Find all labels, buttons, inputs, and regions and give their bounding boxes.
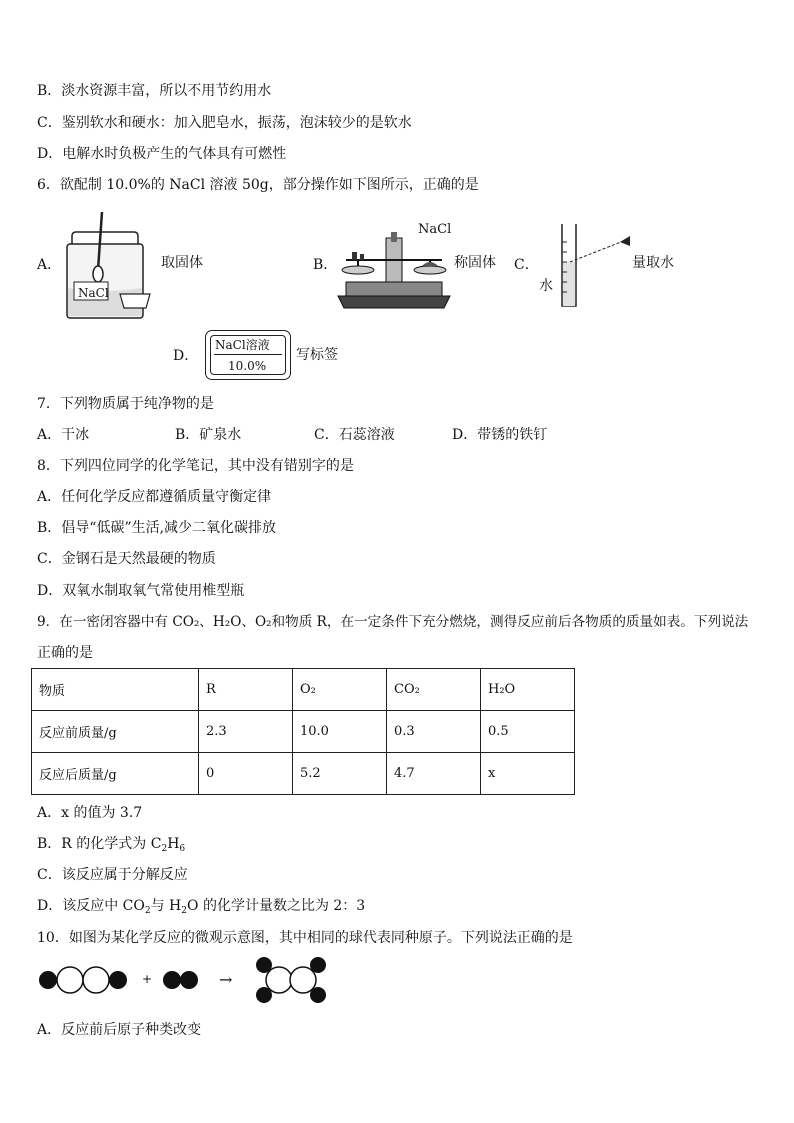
table-row <box>32 753 575 795</box>
q7-option-d: D．带锈的铁钉 <box>452 427 548 443</box>
q9-option-a: A．x 的值为 3.7 <box>37 805 143 821</box>
q9-option-d: D．该反应中 $CO_2$与 $H_2O$ 的化学计量数之比为 2：3 <box>37 898 366 916</box>
table-cell: 10.0 <box>293 711 387 753</box>
q8-option-d: D．双氧水制取氧气常使用椎型瓶 <box>37 583 245 599</box>
q6-b-letter: B． <box>313 257 338 273</box>
molecule-reactant-2-icon <box>162 970 200 990</box>
q8-option-c: C．金钢石是天然最硬的物质 <box>37 551 216 567</box>
q8-stem: 8．下列四位同学的化学笔记，其中没有错别字的是 <box>37 458 354 474</box>
q7-option-a: A．干冰 <box>37 427 90 443</box>
table-cell: R <box>199 669 293 711</box>
molecule-product-icon <box>254 957 328 1005</box>
table-cell: 物质 <box>32 669 199 711</box>
table-cell: 2.3 <box>199 711 293 753</box>
q9-stem-line2: 正确的是 <box>37 645 93 661</box>
q7-stem: 7．下列物质属于纯净物的是 <box>37 396 214 412</box>
table-cell: 0.3 <box>387 711 481 753</box>
table-cell: x <box>481 753 575 795</box>
q6-a-caption: 取固体 <box>161 255 203 271</box>
q6-d-letter: D． <box>173 348 199 364</box>
table-row <box>32 711 575 753</box>
table-cell: 反应前质量/g <box>32 711 199 753</box>
q8-option-b: B．倡导“低碳”生活,减少二氧化碳排放 <box>37 520 277 536</box>
molecule-reactant-1-icon <box>38 967 130 993</box>
plus-sign: + <box>142 972 153 986</box>
q9-stem-line1: 9．在一密闭容器中有 CO₂、H₂O、O₂和物质 R，在一定条件下充分燃烧，测得反应前后各物质的质量如表。下列说法 <box>37 614 749 630</box>
q9-option-c: C．该反应属于分解反应 <box>37 867 188 883</box>
q7-option-b: B．矿泉水 <box>175 427 242 443</box>
table-cell: 4.7 <box>387 753 481 795</box>
balance-label: NaCl <box>418 222 452 237</box>
mass-table <box>31 668 575 795</box>
q7-option-c: C．石蕊溶液 <box>314 427 395 443</box>
reaction-arrow-icon: → <box>219 970 233 989</box>
label-card <box>205 330 291 380</box>
table-cell: O₂ <box>293 669 387 711</box>
reagent-jar-spoon-icon <box>62 208 172 324</box>
q5-option-c: C．鉴别软水和硬水：加入肥皂水，振荡，泡沫较少的是软水 <box>37 115 412 131</box>
q10-stem: 10．如图为某化学反应的微观示意图，其中相同的球代表同种原子。下列说法正确的是 <box>37 930 573 946</box>
table-cell: 0 <box>199 753 293 795</box>
label-card-bottom: 10.0% <box>228 359 267 373</box>
table-cell: H₂O <box>481 669 575 711</box>
q6-d-caption: 写标签 <box>296 347 338 363</box>
q6-c-caption: 量取水 <box>632 255 674 271</box>
jar-label: NaCl <box>78 286 109 300</box>
q10-option-a: A．反应前后原子种类改变 <box>37 1022 202 1038</box>
table-row <box>32 669 575 711</box>
table-cell: 0.5 <box>481 711 575 753</box>
table-cell: CO₂ <box>387 669 481 711</box>
q8-option-a: A．任何化学反应都遵循质量守衡定律 <box>37 489 272 505</box>
q6-a-letter: A． <box>37 257 62 273</box>
graduated-cylinder-icon <box>556 222 636 308</box>
q6-b-caption: 称固体 <box>454 255 496 271</box>
table-cell: 反应后质量/g <box>32 753 199 795</box>
q5-option-b: B．淡水资源丰富，所以不用节约用水 <box>37 83 272 99</box>
q6-stem: 6．欲配制 10.0%的 NaCl 溶液 50g，部分操作如下图所示，正确的是 <box>37 177 479 193</box>
q6-c-letter: C． <box>514 257 539 273</box>
q5-option-d: D．电解水时负极产生的气体具有可燃性 <box>37 146 287 162</box>
water-label: 水 <box>539 278 553 294</box>
q9-option-b: B．R 的化学式为 $C_2H_6$ <box>37 836 186 854</box>
balance-scale-icon <box>338 230 450 310</box>
table-cell: 5.2 <box>293 753 387 795</box>
label-card-top: NaCl溶液 <box>215 338 270 352</box>
